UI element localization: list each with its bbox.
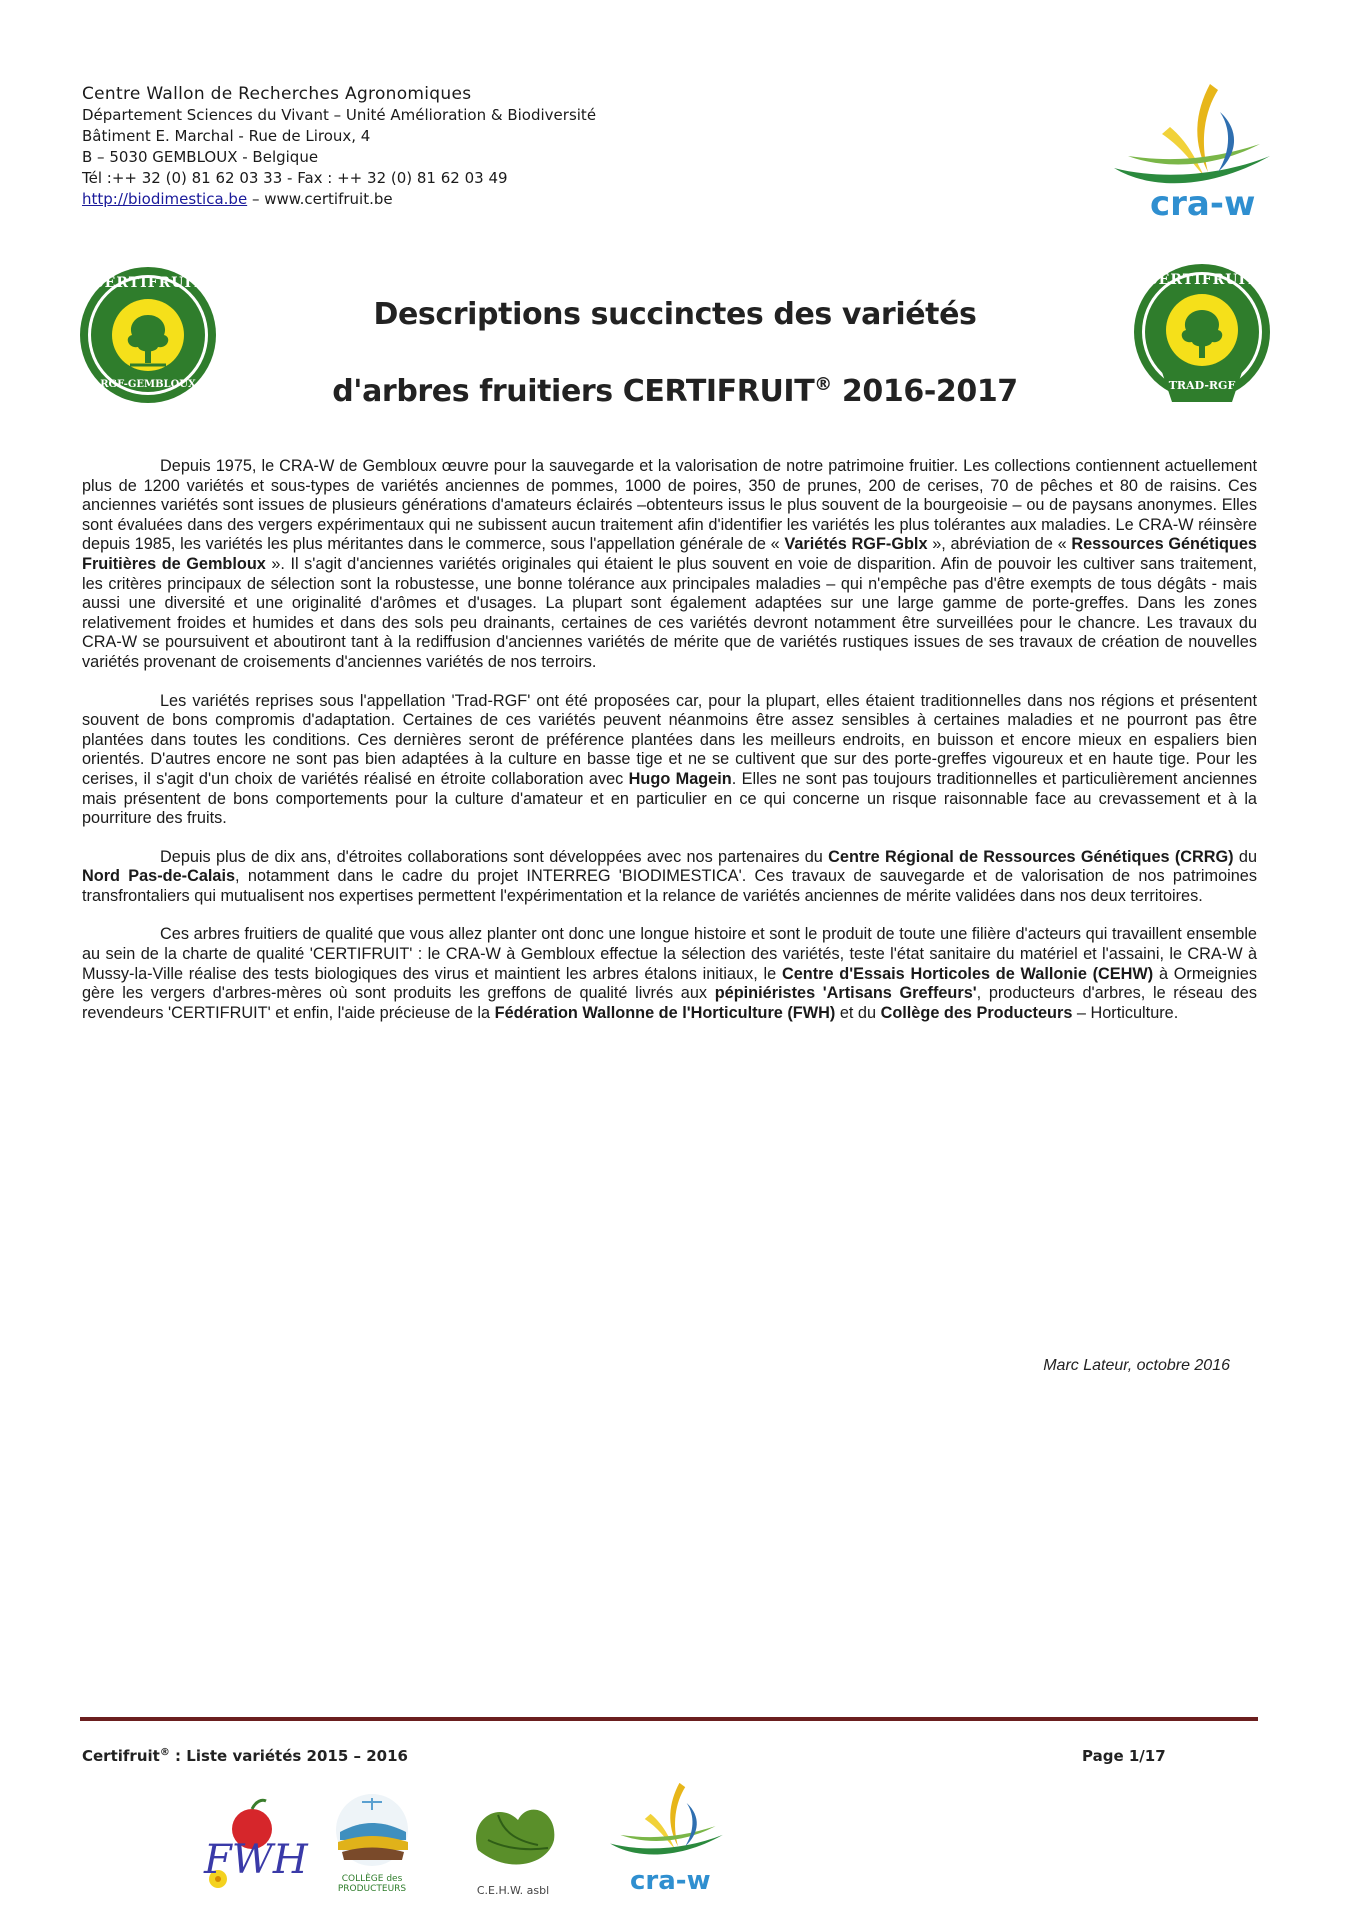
paragraph-collaborations <box>82 848 1257 907</box>
address-line-dept: Département Sciences du Vivant – Unité Amélioration & Biodiversité <box>82 106 597 124</box>
address-line-org: Centre Wallon de Recherches Agronomiques <box>82 84 472 104</box>
emphasis-text: Centre Régional de Ressources Génétiques (CRRG) <box>828 847 1234 866</box>
biodimestica-link[interactable]: http://biodimestica.be <box>82 190 248 208</box>
footer-registered-mark: ® <box>159 1747 170 1758</box>
cehw-logo-text: C.E.H.W. asbl <box>476 1884 550 1897</box>
footer-craw-logo <box>600 1770 730 1905</box>
paragraph-text: . Elles ne sont pas toujours traditionnelles et particulièrement anciennes mais présentent de bons comportements pour la culture d'amateur et en particulier en ce qui concerne un risque raisonnable face au crevassement et à la pourriture des fruits. <box>82 769 1257 828</box>
paragraph-text: Les variétés reprises sous l'appellation 'Trad-RGF' ont été proposées car, pour la plupart, elles étaient traditionnelles dans nos régions et présentent souvent de bons compromis d'adaptation. Certaines de ces variétés peuvent néanmoins être assez sensibles à certaines maladies et ne pourront pas être plantées dans toutes les conditions. Ces dernières seront de préférence plantées dans les meilleurs endroits, en buisson et encore mieux en espaliers bien orientés. D'autres encore ne sont pas bien adaptées à la culture en basse tige et ne se cultivent que sur des porte-greffes vigoureux et en haute tige. Pour les cerises, il s'agit d'un choix de variétés réalisé en étroite collaboration avec <box>82 691 1257 788</box>
paragraph-text: et du <box>835 1003 881 1022</box>
emphasis-text: Variétés RGF-Gblx <box>784 535 928 554</box>
document-body <box>82 457 1257 1042</box>
cehw-leaf-icon <box>458 1790 568 1880</box>
craw-logo <box>1100 72 1280 232</box>
seal-right-top-text: CERTIFRUIT <box>1146 272 1258 288</box>
signature: Marc Lateur, octobre 2016 <box>1043 1357 1230 1374</box>
paragraph-text: », abréviation de « <box>927 535 1072 554</box>
page-number: Page 1/17 <box>1082 1747 1166 1765</box>
emphasis-text: Collège des Producteurs <box>880 1003 1073 1022</box>
paragraph-text: Ces arbres fruitiers de qualité que vous allez planter ont donc une longue histoire et sont le produit de toute une filière d'acteurs qui travaillent ensemble au sein de la charte de qualité 'CERTIFRUIT' : le CRA-W à Gembloux effectue la sélection des variétés, teste l'état sanitaire du matériel et l'assaini, le CRA-W à Mussy-la-Ville réalise des tests biologiques des virus et maintient les arbres étalons initiaux, le <box>82 925 1257 983</box>
footer-rule <box>80 1717 1258 1721</box>
paragraph-text: , producteurs d'arbres, le réseau des revendeurs 'CERTIFRUIT' et enfin, l'aide précieuse de la <box>82 984 1257 1022</box>
paragraph-text: – Horticulture. <box>1072 1003 1179 1022</box>
address-line-city: B – 5030 GEMBLOUX - Belgique <box>82 148 319 166</box>
address-line-phone: Tél :++ 32 (0) 81 62 03 33 - Fax : ++ 32 (0) 81 62 03 49 <box>82 169 508 187</box>
paragraph-text: à Ormeignies gère les vergers d'arbres-mères où sont produits les greffons de qualité livrés aux <box>82 964 1257 1003</box>
seal-left-top-text: CERTIFRUIT <box>92 275 204 291</box>
emphasis-text: pépiniéristes 'Artisans Greffeurs' <box>714 984 977 1003</box>
paragraph-intro <box>82 457 1257 673</box>
paragraph-quality-chain <box>82 925 1257 1023</box>
certifruit-web: – www.certifruit.be <box>247 190 393 208</box>
college-field-icon <box>322 1790 422 1870</box>
document-title <box>310 280 1040 427</box>
header-address <box>82 84 782 210</box>
emphasis-text: Fédération Wallonne de l'Horticulture (FWH) <box>494 1003 836 1022</box>
seal-left-bottom-text: RGF-GEMBLOUX <box>100 379 196 390</box>
emphasis-text: Nord Pas-de-Calais <box>82 867 236 886</box>
title-line-1: Descriptions succinctes des variétés <box>373 297 977 332</box>
title-line-2-text: d'arbres fruitiers CERTIFRUIT <box>332 374 815 409</box>
craw-logo-text: cra-w <box>1150 184 1256 224</box>
college-producteurs-logo <box>322 1790 422 1905</box>
cehw-logo <box>458 1790 568 1905</box>
title-line-2 <box>310 350 1040 427</box>
emphasis-text: Centre d'Essais Horticoles de Wallonie (CEHW) <box>781 964 1154 983</box>
emphasis-text: Ressources Génétiques Fruitières de Gembloux <box>82 535 1257 573</box>
title-line-2-years: 2016-2017 <box>831 374 1018 409</box>
college-logo-text: COLLÈGE des PRODUCTEURS <box>337 1874 407 1894</box>
footer-list-label: : Liste variétés 2015 – 2016 <box>169 1747 408 1765</box>
fwh-logo <box>200 1795 308 1895</box>
craw-leaf-icon <box>1100 72 1280 192</box>
address-line-web <box>82 189 782 210</box>
paragraph-trad-rgf <box>82 692 1257 829</box>
address-line-street: Bâtiment E. Marchal - Rue de Liroux, 4 <box>82 127 371 145</box>
certifruit-seal-right <box>1132 262 1272 410</box>
footer-doc-label <box>82 1747 408 1765</box>
registered-mark: ® <box>814 374 832 395</box>
paragraph-text: ». Il s'agit d'anciennes variétés originales qui étaient le plus souvent en voie de disparition. Afin de pouvoir les cultiver sans traitement, les critères principaux de sélection sont la robustesse, une bonne tolérance aux principales maladies – qui n'empêche pas d'être exempts de tous dégâts - mais aussi une diversité et une originalité d'arômes et d'usages. La plupart sont également adaptées sur une large gamme de porte-greffes. Dans les zones relativement froides et humides et dans des sols peu drainants, certaines de ces variétés devront notamment être surveillées pour le chancre. Les travaux du CRA-W se poursuivent et aboutiront tant à la rediffusion d'anciennes variétés de mérite que de variétés rustiques issues de ses travaux de création de nouvelles variétés provenant de croisements d'anciennes variétés de nos terroirs. <box>82 554 1258 671</box>
footer-brand: Certifruit <box>82 1747 160 1765</box>
certifruit-seal-left <box>78 265 218 405</box>
craw-leaf-icon <box>600 1770 730 1865</box>
paragraph-text: Depuis plus de dix ans, d'étroites collaborations sont développées avec nos partenaires du <box>160 847 829 866</box>
fwh-logo-text: FWH <box>204 1837 308 1883</box>
paragraph-text: Depuis 1975, le CRA-W de Gembloux œuvre pour la sauvegarde et la valorisation de notre patrimoine fruitier. Les collections contiennent actuellement plus de 1200 variétés et sous-types de variétés anciennes de pommes, 1000 de poires, 350 de prunes, 200 de cerises, 70 de pêches et 80 de raisins. Ces anciennes variétés sont issues de plusieurs générations d'amateurs éclairés –obtenteurs issus le plus souvent de la bourgeoisie – ou de paysans anonymes. Elles sont évaluées dans des vergers expérimentaux qui ne subissent aucun traitement afin d'identifier les variétés les plus tolérantes aux maladies. Le CRA-W réinsère depuis 1985, les variétés les plus méritantes dans le commerce, sous l'appellation générale de « <box>82 457 1257 554</box>
paragraph-text: , notamment dans le cadre du projet INTERREG 'BIODIMESTICA'. Ces travaux de sauvegarde et de valorisation de nos patrimoines transfrontaliers qui mutualisent nos expertises permettent l'expérimentation et la relance de variétés anciennes de mérite validées dans nos deux territoires. <box>82 867 1258 905</box>
paragraph-text: du <box>1233 847 1257 866</box>
seal-right-bottom-text: TRAD-RGF <box>1168 379 1236 392</box>
emphasis-text: Hugo Magein <box>628 769 732 788</box>
footer-craw-logo-text: cra-w <box>630 1866 711 1896</box>
